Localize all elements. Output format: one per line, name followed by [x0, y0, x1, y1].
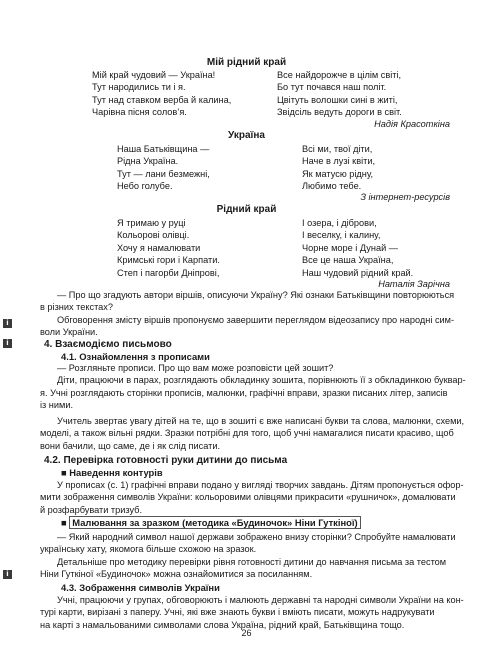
text-line: — Який народний символ нашої держави зображено внизу сторінки? Спробуйте намалювати: [57, 532, 456, 542]
text-line: в різних текстах?: [40, 302, 113, 313]
bullet-text: [40, 479, 464, 516]
verse-line: Цвітуть волошки сині в житі,: [277, 94, 398, 105]
text-line: Учні, працюючи у групах, обговорюють і малюють державні та народні символи України на кон-: [57, 595, 464, 605]
text-line[interactable]: Ніни Гуткіної «Будиночок» можна ознайомитися за посиланням.: [40, 569, 313, 580]
verse-line: Я тримаю у руці: [117, 218, 186, 228]
verse-line: Рідна Україна.: [117, 156, 179, 167]
subsection-heading: 4.1. Ознайомлення з прописами: [61, 351, 210, 362]
poem-left-column: [117, 143, 210, 193]
verse-line: Все це наша Україна,: [302, 255, 394, 266]
subsection-heading: 4.3. Зображення символів України: [61, 582, 220, 593]
text-line: турі карти, вирізані з паперу. Учні, які вже знають букви і вміють писати, можуть надрукувати: [40, 607, 435, 618]
verse-line: Звідсіль ведуть дороги в світ.: [277, 107, 402, 118]
verse-line: Як матусю рідну,: [302, 168, 374, 179]
verse-line: І веселку, і калину,: [302, 230, 381, 241]
poem-title: Україна: [228, 130, 265, 141]
poem-right-column: [302, 217, 413, 279]
text-line: — Розгляньте прописи. Про що вам може розповісти цей зошит?: [57, 363, 334, 373]
verse-line: Небо голубе.: [117, 181, 173, 192]
subsection-text: [40, 415, 465, 452]
bullet-heading: [61, 517, 361, 529]
text-line: У прописах (с. 1) графічні вправи подано у вигляді творчих завдань. Дітям пропонується офор-: [57, 480, 464, 490]
bullet-text: [40, 531, 456, 581]
poem-author: Наталія Зарічна: [378, 279, 450, 289]
text-line: моделі, а також вільні рядки. Зразки потрібні для того, щоб учні намагалися писати красиво, щоб: [40, 428, 454, 439]
text-line: Детальніше про методику перевірки рівня готовності дитини до навчання письма за тестом: [57, 556, 447, 567]
verse-line: Чорне море і Дунай —: [302, 242, 398, 253]
text-line: вони бачили, що саме, де і як слід писати.: [40, 440, 221, 451]
video-link-icon[interactable]: i: [3, 319, 12, 328]
poem-left-column: [117, 217, 220, 279]
text-line: українську хату, якомога більше схожою на зразок.: [40, 544, 257, 555]
verse-line: Кольорові олівці.: [117, 230, 190, 241]
verse-line: Тут народились ти і я.: [92, 82, 186, 93]
text-line: Учитель звертає увагу дітей на те, що в зошиті є вже написані букви та слова, малюнки, схеми,: [57, 416, 465, 426]
verse-line: Чарівна пісня солов’я.: [92, 107, 187, 118]
text-line: й розфарбувати тризуб.: [40, 504, 142, 515]
verse-line: Степ і пагорби Дніпрові,: [117, 267, 220, 278]
link-icon[interactable]: i: [3, 570, 12, 579]
text-line: — Про що згадують автори віршів, описуючи Україну? Які ознаки Батьківщини повторюються: [57, 290, 455, 300]
verse-line: Наш чудовий рідний край.: [302, 267, 414, 278]
verse-line: Мій край чудовий — Україна!: [92, 70, 216, 80]
text-line: Обговорення змісту віршів пропонуємо завершити переглядом відеозапису про народні сим-: [57, 314, 455, 325]
subsection-text: [40, 362, 466, 412]
poem-right-column: [277, 69, 402, 119]
text-line: із ними.: [40, 400, 74, 411]
bullet-heading: ■ Наведення контурів: [61, 467, 163, 478]
page-number: 26: [241, 628, 252, 638]
poem-author: Надія Красоткіна: [374, 119, 450, 129]
info-icon: i: [3, 339, 12, 348]
verse-line: Любимо тебе.: [302, 181, 362, 192]
text-line: я. Учні розглядають сторінки прописів, малюнки, графічні вправи, зразки писаних літер, записів: [40, 387, 448, 398]
text-line: воли України.: [40, 327, 98, 338]
bullet-icon: ■: [61, 517, 70, 528]
verse-line: І озера, і діброви,: [302, 218, 377, 228]
section-heading: 4. Взаємодіємо письмово: [44, 339, 172, 350]
verse-line: Все найдорожче в цілім світі,: [277, 70, 402, 80]
verse-line: Кримські гори і Карпати.: [117, 255, 220, 266]
poem-title: Рідний край: [216, 204, 277, 215]
verse-line: Тут над ставком верба й калина,: [92, 94, 232, 105]
poem-author: З інтернет-ресурсів: [360, 192, 450, 202]
poem-left-column: [92, 69, 231, 119]
verse-line: Наша Батьківщина —: [117, 144, 210, 154]
verse-line: Бо тут почався наш політ.: [277, 82, 387, 93]
subsection-text: [40, 594, 464, 631]
bullet-icon: ■: [61, 467, 70, 478]
verse-line: Наче в лузі квіти,: [302, 156, 376, 167]
method-link[interactable]: Малювання за зразком (методика «Будиночок» Ніни Гуткіної): [69, 516, 360, 529]
poem-title: Мій рідний край: [206, 57, 287, 68]
text-line: мити зображення символів України: кольоровими олівцями прикрасити «рушничок», домалювати: [40, 492, 456, 503]
text-line: на карті з намальованими символами слова Україна, рідний край, Батьківщина тощо.: [40, 619, 405, 630]
verse-line: Всі ми, твої діти,: [302, 144, 373, 154]
verse-line: Хочу я намалювати: [117, 242, 201, 253]
discussion-text: [40, 289, 453, 339]
text-line: Діти, працюючи в парах, розглядають обкладинку зошита, порівнюють її з обкладинкою буквар-: [57, 375, 466, 386]
section-heading: 4.2. Перевірка готовності руки дитини до письма: [44, 455, 288, 466]
poem-right-column: [302, 143, 375, 193]
verse-line: Тут — лани безмежні,: [117, 168, 210, 179]
